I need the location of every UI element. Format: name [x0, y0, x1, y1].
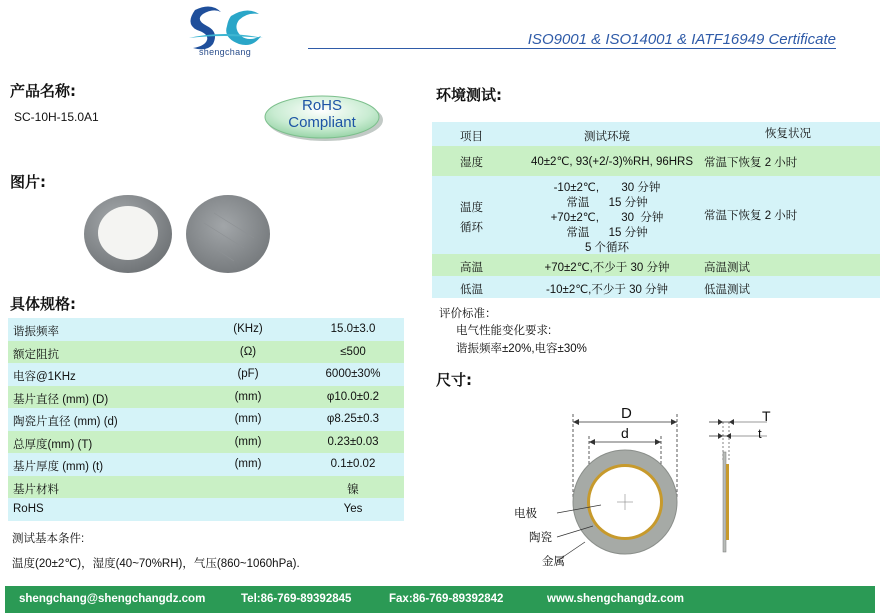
product-name-heading: 产品名称:	[10, 82, 76, 100]
test-conditions: 温度(20±2℃)，湿度(40~70%RH)，气压(860~1060hPa).	[12, 558, 300, 570]
certificate-text: ISO9001 & ISO14001 & IATF16949 Certificate	[527, 31, 836, 48]
env-condition-line: 常温 15 分钟	[566, 227, 648, 239]
test-conditions-label: 测试基本条件:	[12, 533, 85, 545]
rohs-line-1: RoHS	[301, 97, 342, 114]
spec-value: ≤500	[340, 345, 366, 358]
env-condition: +70±2℃,不少于 30 分钟	[544, 262, 670, 274]
env-item: 循环	[460, 222, 483, 234]
env-condition-line: +70±2℃, 30 分钟	[550, 212, 664, 224]
spec-name: 基片厚度 (mm) (t)	[13, 461, 104, 473]
dimension-T-label: T	[762, 408, 771, 424]
spec-table	[8, 318, 404, 521]
env-item: 高温	[460, 262, 483, 274]
criteria-line-2: 谐振频率±20%,电容±30%	[456, 343, 587, 355]
env-item: 湿度	[460, 157, 483, 169]
spec-value: 0.23±0.03	[327, 435, 379, 448]
spec-name: 谐振频率	[13, 326, 59, 338]
table-row	[432, 254, 880, 276]
env-item: 低温	[460, 284, 483, 296]
env-test-table	[432, 122, 880, 298]
spec-unit: (pF)	[237, 368, 259, 380]
col-header-condition: 测试环境	[584, 131, 630, 143]
footer-fax: Fax:86-769-89392842	[389, 593, 504, 605]
contact-footer	[5, 586, 875, 613]
env-test-heading: 环境测试:	[436, 86, 502, 104]
spec-unit: (Ω)	[239, 345, 257, 358]
table-row	[8, 386, 404, 409]
footer-email[interactable]: shengchang@shengchangdz.com	[19, 593, 206, 605]
table-row	[432, 276, 880, 298]
spec-name: 总厚度(mm) (T)	[13, 438, 93, 451]
criteria-line-1: 电气性能变化要求:	[456, 325, 552, 337]
env-condition: -10±2℃,不少于 30 分钟	[545, 284, 669, 296]
table-row	[8, 453, 404, 476]
dimension-d-label: d	[621, 425, 629, 441]
env-recovery: 常温下恢复 2 小时	[704, 210, 798, 222]
spec-value: φ10.0±0.2	[326, 390, 380, 403]
col-header-item: 项目	[460, 131, 483, 143]
spec-value: Yes	[343, 503, 363, 515]
criteria-label: 评价标准：	[439, 308, 497, 320]
picture-heading: 图片:	[10, 173, 46, 191]
buzzer-back-photo	[184, 193, 272, 275]
spec-unit: (mm)	[234, 458, 262, 470]
env-condition-line: -10±2℃, 30 分钟	[553, 182, 661, 194]
env-condition-line: 5 个循环	[584, 242, 630, 254]
table-row	[8, 318, 404, 341]
product-model: SC-10H-15.0A1	[14, 110, 99, 124]
spec-value: 0.1±0.02	[330, 458, 376, 470]
label-metal: 金属	[542, 556, 565, 568]
table-row	[8, 498, 404, 521]
spec-value: 15.0±3.0	[330, 323, 376, 335]
dimension-t-label: t	[758, 426, 762, 441]
spec-value: 6000±30%	[325, 368, 381, 380]
env-recovery: 高温测试	[704, 262, 750, 274]
label-ceramic: 陶瓷	[529, 532, 552, 544]
spec-unit: (mm)	[234, 435, 262, 448]
header-divider	[308, 48, 836, 49]
table-row	[8, 341, 404, 364]
spec-name: 电容@1KHz	[13, 371, 76, 383]
spec-name: 陶瓷片直径 (mm) (d)	[13, 416, 118, 428]
col-header-recovery: 恢复状况	[765, 128, 811, 140]
table-header-row	[432, 122, 880, 146]
spec-name: 额定阻抗	[13, 348, 59, 361]
spec-unit: (KHz)	[233, 323, 263, 335]
spec-value: 镍	[347, 483, 359, 496]
env-condition: 40±2℃, 93(+2/-3)%RH, 96HRS	[530, 156, 694, 168]
env-recovery: 常温下恢复 2 小时	[704, 157, 798, 169]
dimensions-heading: 尺寸:	[436, 371, 472, 389]
spec-value: φ8.25±0.3	[326, 413, 380, 425]
env-condition-line: 常温 15 分钟	[566, 197, 648, 209]
table-row	[8, 408, 404, 431]
table-row	[8, 431, 404, 454]
table-row	[432, 146, 880, 176]
spec-name: RoHS	[13, 503, 44, 515]
label-electrode: 电极	[514, 508, 537, 520]
footer-website[interactable]: www.shengchangdz.com	[547, 593, 684, 605]
spec-unit: (mm)	[234, 413, 262, 425]
logo-wordmark: shengchang	[198, 47, 252, 57]
dimension-diagram	[505, 400, 800, 575]
env-recovery: 低温测试	[704, 284, 750, 296]
specs-heading: 具体规格:	[10, 295, 76, 313]
table-row	[432, 176, 880, 254]
env-item: 温度	[460, 202, 483, 214]
footer-tel: Tel:86-769-89392845	[241, 593, 352, 605]
spec-unit: (mm)	[234, 390, 262, 403]
spec-name: 基片直径 (mm) (D)	[13, 393, 109, 406]
dimension-D-label: D	[621, 405, 632, 422]
rohs-line-2: Compliant	[288, 114, 356, 131]
rohs-label	[263, 97, 381, 131]
table-row	[8, 476, 404, 499]
spec-name: 基片材料	[13, 483, 59, 496]
buzzer-front-photo	[82, 193, 174, 275]
table-row	[8, 363, 404, 386]
